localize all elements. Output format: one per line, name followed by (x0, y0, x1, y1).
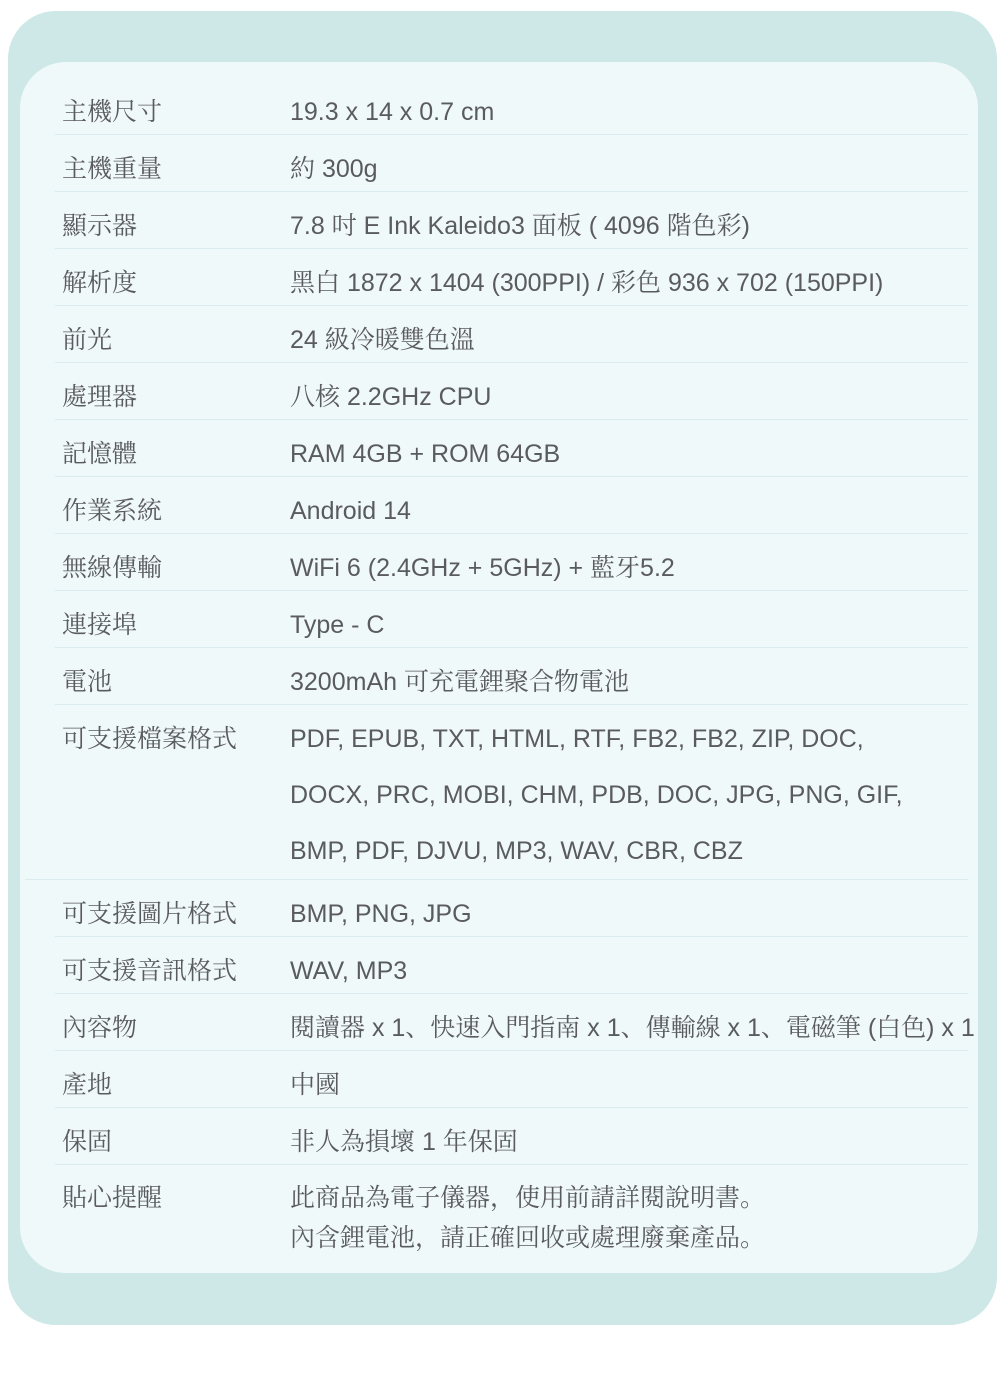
spec-value (290, 496, 968, 526)
spec-label: 前光 (62, 326, 113, 354)
spec-row (55, 1050, 968, 1107)
spec-value (290, 899, 968, 929)
spec-value-line: 中國 (290, 1071, 341, 1099)
spec-value (290, 1127, 968, 1157)
spec-value-line: WiFi 6 (2.4GHz + 5GHz) + 藍牙5.2 (290, 554, 675, 582)
spec-label: 主機重量 (62, 155, 163, 183)
spec-label: 保固 (62, 1128, 113, 1156)
spec-panel-frame (8, 11, 997, 1325)
spec-value-line: 7.8 吋 E Ink Kaleido3 面板 ( 4096 階色彩) (290, 212, 750, 240)
spec-value-line: 非人為損壞 1 年保固 (290, 1128, 518, 1156)
spec-label: 可支援檔案格式 (62, 725, 238, 753)
spec-card (20, 62, 978, 1273)
spec-label: 主機尺寸 (62, 98, 163, 126)
spec-row (55, 1107, 968, 1164)
spec-label: 電池 (62, 668, 113, 696)
spec-value (290, 97, 968, 127)
spec-value-line: 內含鋰電池，請正確回收或處理廢棄產品。 (290, 1224, 766, 1252)
spec-row (55, 419, 968, 476)
spec-row (55, 78, 968, 134)
spec-value-line: Type - C (290, 611, 385, 639)
spec-row (55, 590, 968, 647)
spec-label: 記憶體 (62, 440, 138, 468)
spec-row (55, 134, 968, 191)
spec-value-line: 約 300g (290, 155, 378, 183)
spec-label: 貼心提醒 (62, 1184, 163, 1212)
spec-row (55, 1164, 968, 1265)
spec-value-line: BMP, PDF, DJVU, MP3, WAV, CBR, CBZ (290, 837, 743, 865)
spec-value-line: DOCX, PRC, MOBI, CHM, PDB, DOC, JPG, PNG, GIF, (290, 781, 903, 809)
spec-value (290, 325, 968, 355)
spec-label: 產地 (62, 1071, 113, 1099)
spec-value-line: 此商品為電子儀器，使用前請詳閱說明書。 (290, 1184, 766, 1212)
spec-value (290, 1013, 975, 1043)
spec-value (290, 667, 968, 697)
spec-label: 內容物 (62, 1014, 138, 1042)
spec-label: 處理器 (62, 383, 138, 411)
spec-value (290, 610, 968, 640)
spec-value-line: BMP, PNG, JPG (290, 900, 472, 928)
spec-table (20, 62, 978, 1265)
spec-row (55, 305, 968, 362)
spec-value (290, 439, 968, 469)
spec-row (55, 993, 975, 1050)
spec-value-line: 3200mAh 可充電鋰聚合物電池 (290, 668, 629, 696)
spec-row (55, 647, 968, 704)
spec-label: 顯示器 (62, 212, 138, 240)
spec-row (55, 476, 968, 533)
spec-value-line: 24 級冷暖雙色溫 (290, 326, 475, 354)
spec-row (55, 936, 968, 993)
spec-value-line: PDF, EPUB, TXT, HTML, RTF, FB2, FB2, ZIP, DOC, (290, 725, 864, 753)
spec-value-line: 19.3 x 14 x 0.7 cm (290, 98, 495, 126)
spec-value-line: 閱讀器 x 1、快速入門指南 x 1、傳輸線 x 1、電磁筆 (白色) x 1 (290, 1014, 975, 1042)
spec-value (290, 1178, 968, 1258)
spec-row (55, 362, 968, 419)
spec-value (290, 154, 968, 184)
spec-value (290, 553, 968, 583)
spec-value (290, 956, 968, 986)
spec-value-line: WAV, MP3 (290, 957, 408, 985)
spec-row (55, 704, 968, 879)
spec-value-line: RAM 4GB + ROM 64GB (290, 440, 561, 468)
spec-label: 連接埠 (62, 611, 138, 639)
spec-row (55, 191, 968, 248)
spec-label: 解析度 (62, 269, 138, 297)
spec-row (25, 879, 968, 936)
spec-value (290, 268, 968, 298)
spec-label: 作業系統 (62, 497, 163, 525)
spec-value (290, 711, 968, 879)
spec-label: 可支援圖片格式 (62, 900, 238, 928)
spec-label: 無線傳輸 (62, 554, 163, 582)
spec-value-line: Android 14 (290, 497, 411, 525)
spec-value (290, 1070, 968, 1100)
spec-row (55, 533, 968, 590)
spec-label: 可支援音訊格式 (62, 957, 238, 985)
spec-value (290, 211, 968, 241)
spec-value-line: 黑白 1872 x 1404 (300PPI) / 彩色 936 x 702 (150PPI) (290, 269, 884, 297)
spec-value-line: 八核 2.2GHz CPU (290, 383, 492, 411)
spec-row (55, 248, 968, 305)
spec-value (290, 382, 968, 412)
